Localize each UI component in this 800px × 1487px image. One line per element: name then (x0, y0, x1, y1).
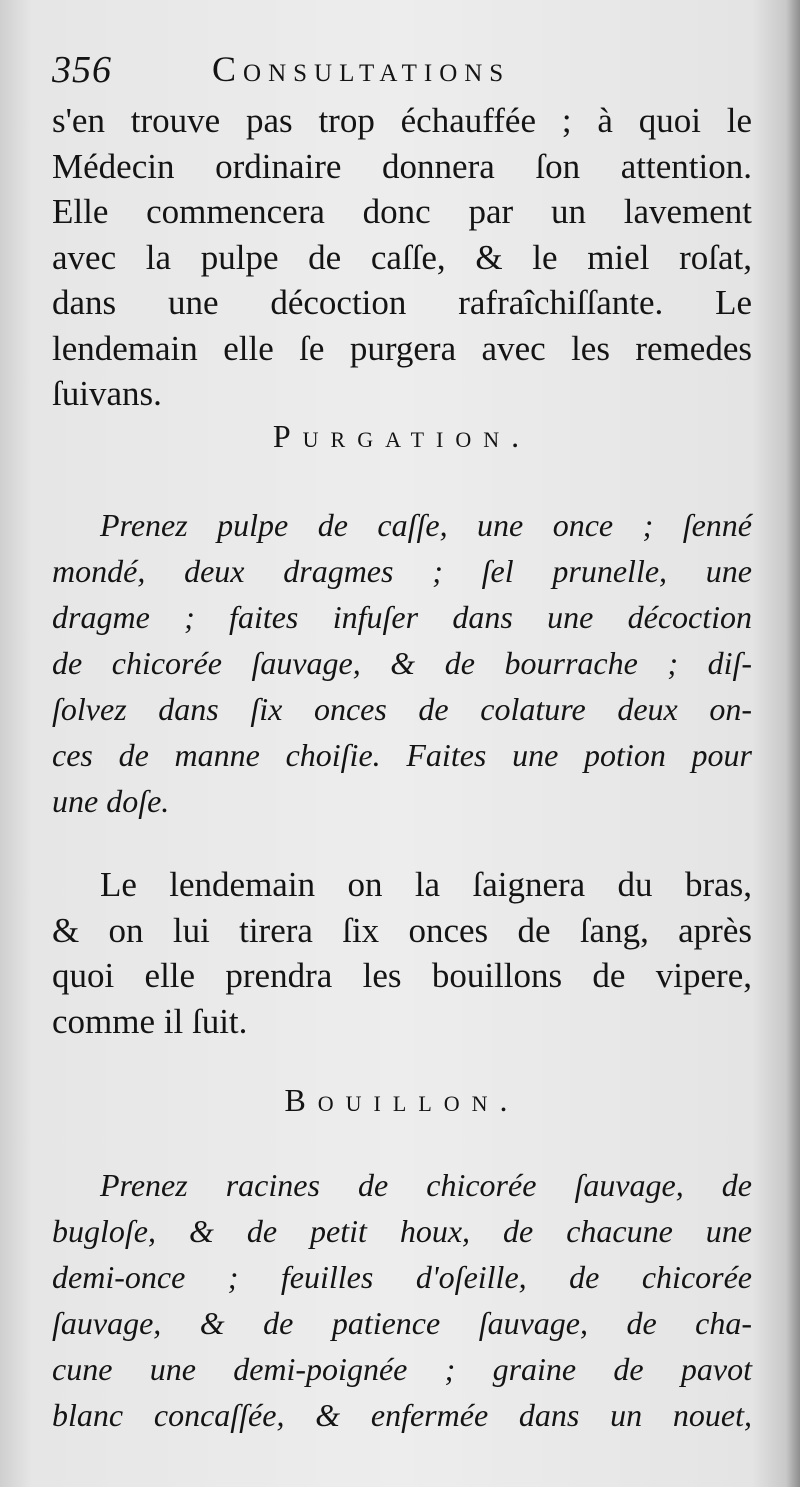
paragraph-1 (52, 98, 752, 417)
text-line: s'en trouve pas trop échauffée ; à quoi le (52, 101, 752, 140)
text-line: cune une demi-poignée ; graine de pavot (52, 1351, 752, 1387)
text-line: Prenez racines de chicorée ſauvage, de (100, 1167, 752, 1203)
text-line: Prenez pulpe de caſſe, une once ; ſenné (100, 507, 752, 543)
page-number: 356 (52, 49, 112, 91)
text-line: Elle commencera donc par un lavement (52, 192, 752, 231)
text-line: quoi elle prendra les bouillons de vipere, (52, 956, 752, 995)
running-title: Consultations (212, 49, 511, 89)
text-line: & on lui tirera ſix onces de ſang, après (52, 910, 752, 950)
text-line: mondé, deux dragmes ; ſel prunelle, une (52, 553, 752, 589)
text-line: Médecin ordinaire donnera ſon attention. (52, 146, 752, 186)
text-line: lendemain elle ſe purgera avec les remedes (52, 328, 752, 368)
running-head (52, 46, 752, 96)
text-line: ſuivans. (52, 374, 162, 413)
recipe-bouillon (52, 1162, 752, 1438)
text-line: dragme ; faites infuſer dans une décoction (52, 599, 752, 635)
text-line: avec la pulpe de caſſe, & le miel roſat, (52, 237, 752, 277)
section-heading-purgation: Purgation. (272, 418, 532, 454)
text-line: blanc concaſſée, & enfermée dans un nouet, (52, 1397, 752, 1433)
text-line: Le lendemain on la ſaignera du bras, (100, 865, 752, 904)
section-heading-bouillon: Bouillon. (284, 1082, 520, 1118)
page-edge-shadow (786, 0, 800, 1487)
recipe-purgation (52, 502, 752, 824)
text-line: dans une décoction rafraîchiſſante. Le (52, 283, 752, 322)
text-line: ſauvage, & de patience ſauvage, de cha- (52, 1305, 752, 1341)
text-line: ſolvez dans ſix onces de colature deux on- (52, 691, 752, 727)
text-line: bugloſe, & de petit houx, de chacune une (52, 1213, 752, 1249)
text-line: ces de manne choiſie. Faites une potion pour (52, 737, 752, 773)
text-line: demi-once ; feuilles d'oſeille, de chicorée (52, 1259, 752, 1295)
paragraph-2 (52, 862, 752, 1044)
text-line: comme il ſuit. (52, 1001, 248, 1041)
text-line: de chicorée ſauvage, & de bourrache ; diſ- (52, 645, 752, 681)
text-line: une doſe. (52, 783, 170, 819)
